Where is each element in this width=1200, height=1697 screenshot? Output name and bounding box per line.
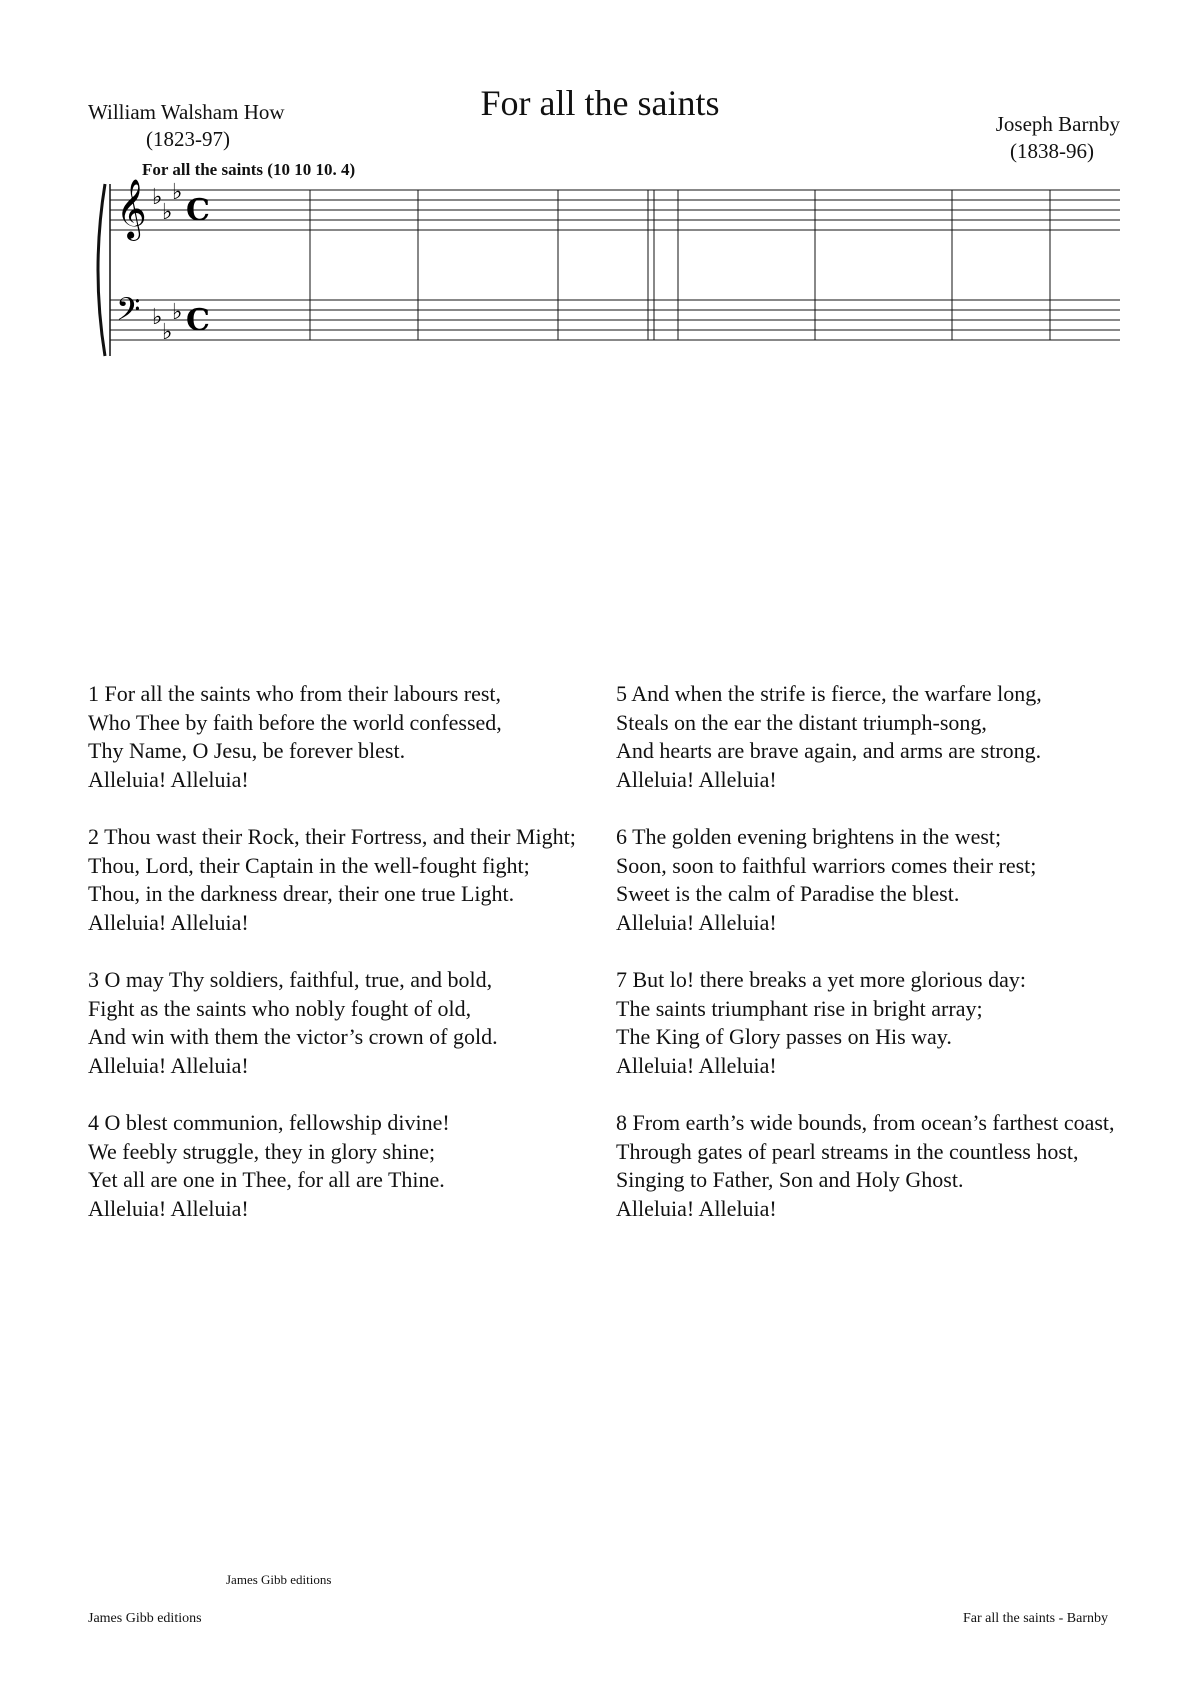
- verse-line: Steals on the ear the distant triumph-song,: [616, 709, 987, 735]
- system-bracket: [98, 184, 105, 356]
- verse-line: Alleluia! Alleluia!: [616, 766, 777, 792]
- verse-7: [616, 966, 1115, 1080]
- verse-line: Through gates of pearl streams in the countless host,: [616, 1138, 1079, 1164]
- time-signature: C: [186, 193, 210, 228]
- verse-line: Alleluia! Alleluia!: [88, 1195, 249, 1221]
- time-signature: C: [186, 303, 210, 338]
- tune-heading: For all the saints (10 10 10. 4): [142, 160, 356, 179]
- verse-line: The King of Glory passes on His way.: [616, 1024, 952, 1049]
- verse-line: 7 But lo! there breaks a yet more glorious day:: [616, 967, 1026, 992]
- verse-line: Who Thee by faith before the world confessed,: [88, 709, 502, 735]
- verse-5: [616, 680, 1115, 794]
- verse-line: Alleluia! Alleluia!: [88, 766, 249, 792]
- verse-line: 6 The golden evening brightens in the west;: [616, 824, 1002, 849]
- verse-line: Soon, soon to faithful warriors comes their rest;: [616, 852, 1037, 878]
- verse-line: 1 For all the saints who from their labours rest,: [88, 681, 502, 706]
- verse-line: And win with them the victor’s crown of gold.: [88, 1024, 498, 1049]
- flat-sign: ♭: [152, 185, 163, 210]
- footer-left-text: James Gibb editions: [88, 1611, 202, 1626]
- author-dates: (1823-97): [146, 127, 230, 151]
- flat-sign: ♭: [162, 320, 173, 345]
- verse-line: Alleluia! Alleluia!: [616, 909, 777, 935]
- verse-line: We feebly struggle, they in glory shine;: [88, 1138, 436, 1164]
- verse-line: The saints triumphant rise in bright array;: [616, 995, 983, 1021]
- bass-clef: 𝄢: [116, 291, 141, 335]
- verse-line: Thy Name, O Jesu, be forever blest.: [88, 738, 406, 763]
- footer-center-text: James Gibb editions: [226, 1572, 332, 1587]
- flat-sign: ♭: [152, 305, 163, 330]
- verse-8: [616, 1109, 1115, 1223]
- page-title: For all the saints: [480, 83, 720, 123]
- verse-line: 2 Thou wast their Rock, their Fortress, and their Might;: [88, 824, 576, 849]
- verse-line: Alleluia! Alleluia!: [616, 1052, 777, 1078]
- verse-2: [88, 823, 576, 937]
- treble-clef: 𝄞: [116, 179, 147, 239]
- verse-line: Singing to Father, Son and Holy Ghost.: [616, 1167, 964, 1192]
- verse-line: Sweet is the calm of Paradise the blest.: [616, 881, 960, 906]
- verse-6: [616, 823, 1115, 937]
- verse-3: [88, 966, 576, 1080]
- verse-line: Alleluia! Alleluia!: [616, 1195, 777, 1221]
- verse-line: Alleluia! Alleluia!: [88, 909, 249, 935]
- verse-line: Fight as the saints who nobly fought of old,: [88, 995, 472, 1021]
- verse-line: 5 And when the strife is fierce, the warfare long,: [616, 681, 1042, 706]
- verse-4: [88, 1109, 576, 1223]
- verses-left-column: [88, 680, 576, 1252]
- verses-right-column: [616, 680, 1115, 1252]
- flat-sign: ♭: [162, 200, 173, 225]
- verse-line: Thou, Lord, their Captain in the well-fought fight;: [88, 852, 530, 878]
- verse-line: 8 From earth’s wide bounds, from ocean’s farthest coast,: [616, 1110, 1115, 1135]
- flat-sign: ♭: [172, 180, 183, 205]
- footer-right-text: Far all the saints - Barnby: [962, 1611, 1108, 1626]
- flat-sign: ♭: [172, 300, 183, 325]
- verse-line: Yet all are one in Thee, for all are Thine.: [88, 1167, 445, 1192]
- verse-line: Alleluia! Alleluia!: [88, 1052, 249, 1078]
- verse-line: 3 O may Thy soldiers, faithful, true, and bold,: [88, 967, 493, 992]
- verse-1: [88, 680, 576, 794]
- composer-dates: (1838-96): [1010, 139, 1094, 163]
- verse-line: And hearts are brave again, and arms are strong.: [616, 738, 1042, 763]
- verse-line: 4 O blest communion, fellowship divine!: [88, 1110, 450, 1135]
- composer-name: Joseph Barnby: [995, 112, 1120, 136]
- verse-line: Thou, in the darkness drear, their one true Light.: [88, 881, 515, 906]
- music-score: [0, 0, 1200, 680]
- author-name: William Walsham How: [88, 100, 285, 124]
